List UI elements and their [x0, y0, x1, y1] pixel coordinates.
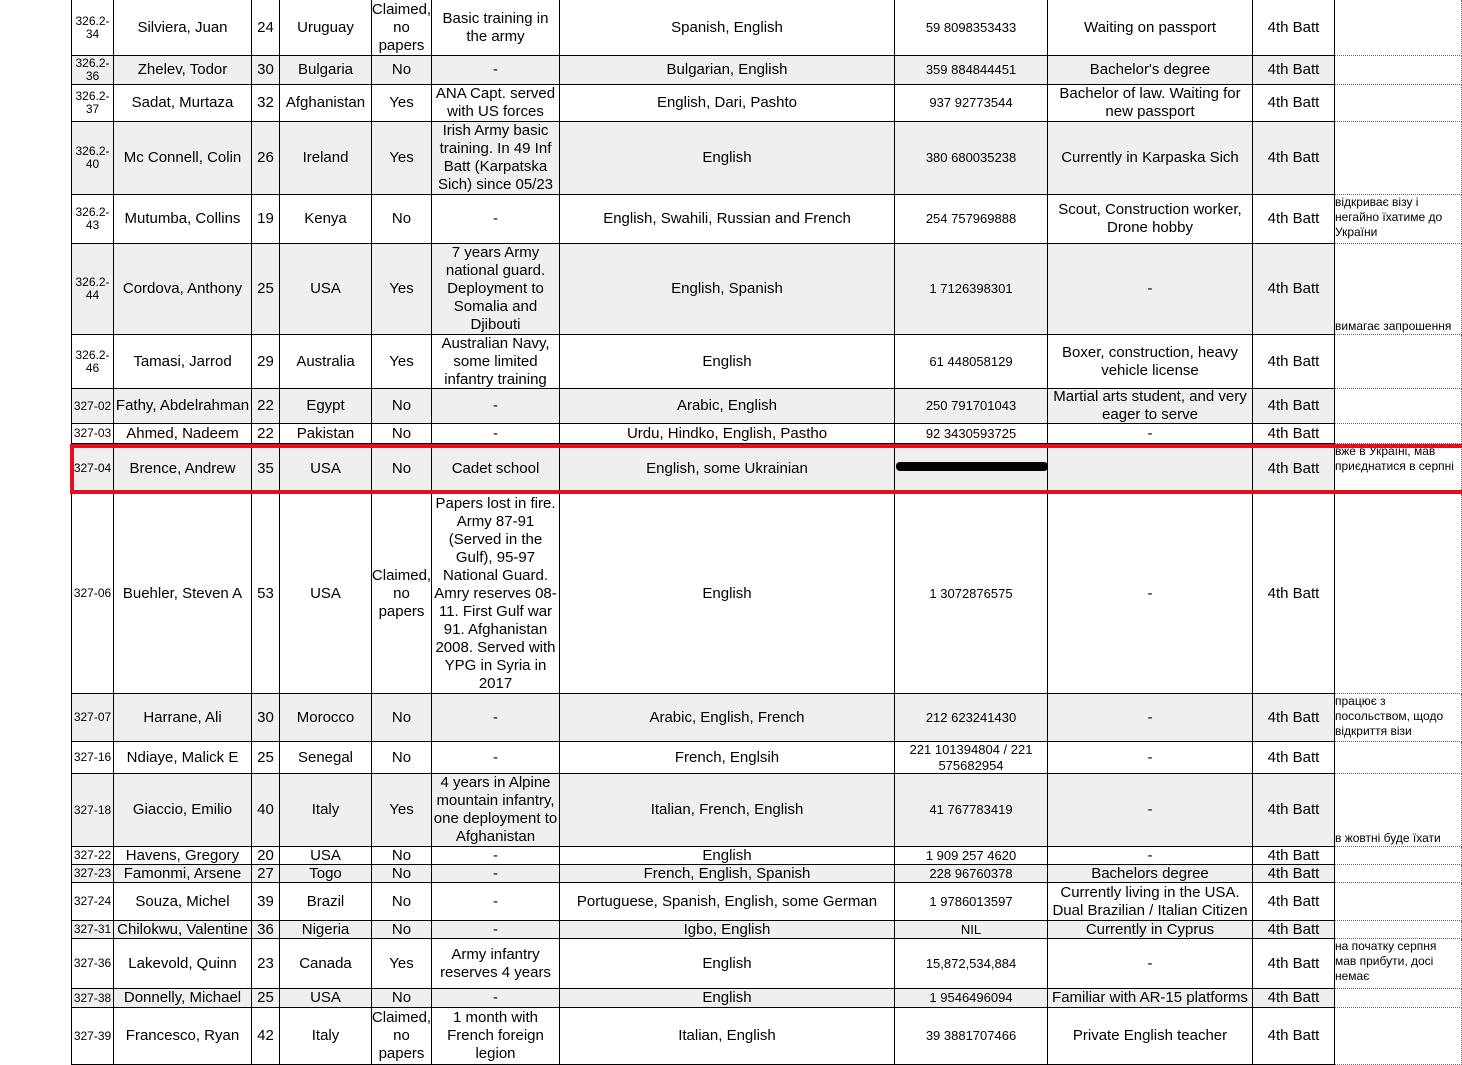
cell-served: Claimed, no papers [372, 0, 432, 56]
table-row [0, 424, 1462, 444]
cell-name: Giaccio, Emilio [114, 774, 252, 847]
cell-name: Mutumba, Collins [114, 195, 252, 244]
table-row [0, 444, 1462, 494]
cell-age: 36 [252, 921, 280, 939]
cell-age: 42 [252, 1008, 280, 1065]
cell-unit: 4th Batt [1253, 444, 1335, 494]
cell-languages: English [560, 939, 895, 989]
cell-unit: 4th Batt [1253, 0, 1335, 56]
cell-country: Senegal [280, 742, 372, 774]
cell-notes: - [1048, 774, 1253, 847]
cell-name: Ahmed, Nadeem [114, 424, 252, 444]
cell-comment [1335, 742, 1462, 774]
cell-age: 40 [252, 774, 280, 847]
cell-name: Souza, Michel [114, 883, 252, 921]
cell-age: 27 [252, 865, 280, 883]
cell-languages: Portuguese, Spanish, English, some German [560, 883, 895, 921]
cell-age: 30 [252, 694, 280, 742]
cell-comment [1335, 85, 1462, 122]
cell-name: Lakevold, Quinn [114, 939, 252, 989]
cell-phone: 254 757969888 [895, 195, 1048, 244]
cell-served: No [372, 444, 432, 494]
table-row [0, 694, 1462, 742]
cell-phone: 39 3881707466 [895, 1008, 1048, 1065]
cell-training: ANA Capt. served with US forces [432, 85, 560, 122]
cell-training: Basic training in the army [432, 0, 560, 56]
cell-notes: Currently living in the USA. Dual Brazilian / Italian Citizen [1048, 883, 1253, 921]
cell-training: Cadet school [432, 444, 560, 494]
cell-training: 1 month with French foreign legion [432, 1008, 560, 1065]
table-row [0, 122, 1462, 195]
cell-comment [1335, 989, 1462, 1008]
cell-languages: Spanish, English [560, 0, 895, 56]
cell-age: 20 [252, 847, 280, 865]
cell-phone: 937 92773544 [895, 85, 1048, 122]
cell-served: No [372, 195, 432, 244]
cell-training: Irish Army basic training. In 49 Inf Batt (Karpatska Sich) since 05/23 [432, 122, 560, 195]
cell-comment: працює з посольством, щодо відкриття візи [1335, 694, 1462, 742]
cell-phone: 61 448058129 [895, 335, 1048, 389]
table-row [0, 989, 1462, 1008]
cell-comment [1335, 335, 1462, 389]
cell-id: 326.2-36 [71, 56, 114, 85]
cell-training: Australian Navy, some limited infantry training [432, 335, 560, 389]
cell-age: 26 [252, 122, 280, 195]
cell-phone: 15,872,534,884 [895, 939, 1048, 989]
cell-country: Pakistan [280, 424, 372, 444]
cell-unit: 4th Batt [1253, 195, 1335, 244]
table-row [0, 85, 1462, 122]
cell-comment [1335, 921, 1462, 939]
cell-id: 327-31 [71, 921, 114, 939]
cell-languages: Italian, French, English [560, 774, 895, 847]
cell-id: 327-04 [71, 444, 114, 494]
cell-country: Ireland [280, 122, 372, 195]
table-row [0, 865, 1462, 883]
cell-unit: 4th Batt [1253, 989, 1335, 1008]
cell-comment [1335, 122, 1462, 195]
cell-comment: вже в Україні, мав приєднатися в серпні [1335, 444, 1462, 494]
cell-notes: Martial arts student, and very eager to serve [1048, 389, 1253, 424]
cell-name: Tamasi, Jarrod [114, 335, 252, 389]
cell-training: - [432, 883, 560, 921]
cell-served: Yes [372, 774, 432, 847]
cell-languages: English, some Ukrainian [560, 444, 895, 494]
cell-unit: 4th Batt [1253, 85, 1335, 122]
cell-training: Army infantry reserves 4 years [432, 939, 560, 989]
table-row [0, 1008, 1462, 1065]
cell-country: Canada [280, 939, 372, 989]
cell-languages: English [560, 122, 895, 195]
cell-phone: 380 680035238 [895, 122, 1048, 195]
cell-comment [1335, 883, 1462, 921]
cell-age: 53 [252, 494, 280, 694]
cell-age: 32 [252, 85, 280, 122]
cell-phone: NIL [895, 921, 1048, 939]
cell-name: Zhelev, Todor [114, 56, 252, 85]
cell-notes: - [1048, 494, 1253, 694]
cell-phone: 1 909 257 4620 [895, 847, 1048, 865]
cell-id: 326.2-34 [71, 0, 114, 56]
cell-name: Mc Connell, Colin [114, 122, 252, 195]
cell-phone: 1 3072876575 [895, 494, 1048, 694]
table-row [0, 195, 1462, 244]
cell-id: 327-39 [71, 1008, 114, 1065]
cell-notes: Familiar with AR-15 platforms [1048, 989, 1253, 1008]
cell-id: 326.2-40 [71, 122, 114, 195]
cell-name: Cordova, Anthony [114, 244, 252, 335]
cell-training: - [432, 694, 560, 742]
cell-name: Fathy, Abdelrahman [114, 389, 252, 424]
cell-served: Yes [372, 244, 432, 335]
cell-unit: 4th Batt [1253, 921, 1335, 939]
cell-id: 326.2-44 [71, 244, 114, 335]
cell-country: Togo [280, 865, 372, 883]
cell-languages: English [560, 335, 895, 389]
cell-age: 25 [252, 244, 280, 335]
cell-id: 326.2-43 [71, 195, 114, 244]
cell-country: USA [280, 847, 372, 865]
cell-country: Morocco [280, 694, 372, 742]
cell-country: Brazil [280, 883, 372, 921]
cell-served: No [372, 989, 432, 1008]
table-row [0, 847, 1462, 865]
cell-phone: 221 101394804 / 221 575682954 [895, 742, 1048, 774]
cell-training: 7 years Army national guard. Deployment to Somalia and Djibouti [432, 244, 560, 335]
cell-notes: - [1048, 742, 1253, 774]
cell-comment [1335, 389, 1462, 424]
cell-id: 326.2-37 [71, 85, 114, 122]
cell-notes: Waiting on passport [1048, 0, 1253, 56]
cell-served: No [372, 847, 432, 865]
cell-country: Australia [280, 335, 372, 389]
cell-served: No [372, 742, 432, 774]
cell-id: 327-02 [71, 389, 114, 424]
cell-unit: 4th Batt [1253, 883, 1335, 921]
cell-name: Donnelly, Michael [114, 989, 252, 1008]
cell-name: Chilokwu, Valentine [114, 921, 252, 939]
cell-unit: 4th Batt [1253, 742, 1335, 774]
table-row [0, 389, 1462, 424]
cell-phone: 359 884844451 [895, 56, 1048, 85]
cell-served: No [372, 883, 432, 921]
cell-languages: French, English, Spanish [560, 865, 895, 883]
cell-training: - [432, 847, 560, 865]
cell-notes: - [1048, 939, 1253, 989]
cell-notes: Scout, Construction worker, Drone hobby [1048, 195, 1253, 244]
cell-served: No [372, 56, 432, 85]
cell-id: 327-36 [71, 939, 114, 989]
cell-training: - [432, 56, 560, 85]
cell-languages: French, Englsih [560, 742, 895, 774]
table-row [0, 921, 1462, 939]
cell-training: - [432, 742, 560, 774]
cell-phone: 228 96760378 [895, 865, 1048, 883]
cell-age: 29 [252, 335, 280, 389]
cell-comment [1335, 56, 1462, 85]
cell-languages: Italian, English [560, 1008, 895, 1065]
cell-age: 19 [252, 195, 280, 244]
table-row [0, 0, 1462, 56]
cell-notes: Bachelors degree [1048, 865, 1253, 883]
cell-comment: на початку серпня мав прибути, досі немає [1335, 939, 1462, 989]
cell-training: Papers lost in fire. Army 87-91 (Served in the Gulf), 95-97 National Guard. Amry reserves 08-11. First Gulf war 91. Afghanistan 2008. Served with YPG in Syria in 2017 [432, 494, 560, 694]
cell-unit: 4th Batt [1253, 1008, 1335, 1065]
cell-phone: 41 767783419 [895, 774, 1048, 847]
cell-phone: 250 791701043 [895, 389, 1048, 424]
cell-unit: 4th Batt [1253, 494, 1335, 694]
cell-notes: Currently in Cyprus [1048, 921, 1253, 939]
cell-languages: English [560, 494, 895, 694]
cell-comment [1335, 1008, 1462, 1065]
cell-country: USA [280, 444, 372, 494]
cell-languages: English, Dari, Pashto [560, 85, 895, 122]
redacted-email-strike [896, 462, 1048, 471]
cell-name: Ndiaye, Malick E [114, 742, 252, 774]
cell-id: 327-03 [71, 424, 114, 444]
cell-country: Egypt [280, 389, 372, 424]
cell-training: - [432, 989, 560, 1008]
cell-unit: 4th Batt [1253, 244, 1335, 335]
cell-served: Claimed, no papers [372, 494, 432, 694]
table-row [0, 939, 1462, 989]
cell-comment [1335, 0, 1462, 56]
cell-unit: 4th Batt [1253, 56, 1335, 85]
cell-notes: Bachelor's degree [1048, 56, 1253, 85]
cell-languages: Bulgarian, English [560, 56, 895, 85]
cell-name: Silviera, Juan [114, 0, 252, 56]
table-row [0, 883, 1462, 921]
cell-age: 39 [252, 883, 280, 921]
cell-phone: 1 7126398301 [895, 244, 1048, 335]
cell-notes [1048, 444, 1253, 494]
table-row [0, 742, 1462, 774]
cell-id: 327-07 [71, 694, 114, 742]
cell-phone: 59 8098353433 [895, 0, 1048, 56]
cell-languages: English, Spanish [560, 244, 895, 335]
cell-languages: Arabic, English [560, 389, 895, 424]
cell-languages: Igbo, English [560, 921, 895, 939]
table-row [0, 335, 1462, 389]
cell-unit: 4th Batt [1253, 865, 1335, 883]
cell-age: 25 [252, 742, 280, 774]
cell-training: - [432, 921, 560, 939]
cell-unit: 4th Batt [1253, 424, 1335, 444]
cell-notes: - [1048, 694, 1253, 742]
cell-age: 25 [252, 989, 280, 1008]
cell-training: - [432, 389, 560, 424]
cell-name: Sadat, Murtaza [114, 85, 252, 122]
cell-unit: 4th Batt [1253, 694, 1335, 742]
cell-languages: Arabic, English, French [560, 694, 895, 742]
cell-comment [1335, 494, 1462, 694]
cell-served: No [372, 389, 432, 424]
cell-name: Harrane, Ali [114, 694, 252, 742]
cell-languages: English [560, 989, 895, 1008]
cell-served: Yes [372, 335, 432, 389]
cell-phone: 212 623241430 [895, 694, 1048, 742]
cell-id: 327-16 [71, 742, 114, 774]
cell-name: Brence, Andrew [114, 444, 252, 494]
cell-country: Afghanistan [280, 85, 372, 122]
cell-served: Yes [372, 85, 432, 122]
cell-age: 35 [252, 444, 280, 494]
cell-age: 22 [252, 389, 280, 424]
cell-served: Yes [372, 939, 432, 989]
cell-unit: 4th Batt [1253, 389, 1335, 424]
table-row [0, 244, 1462, 335]
cell-unit: 4th Batt [1253, 774, 1335, 847]
cell-country: Kenya [280, 195, 372, 244]
cell-comment: відкриває візу і негайно їхатиме до України [1335, 195, 1462, 244]
cell-notes: - [1048, 847, 1253, 865]
table-row [0, 774, 1462, 847]
cell-country: Nigeria [280, 921, 372, 939]
cell-id: 327-06 [71, 494, 114, 694]
cell-training: - [432, 195, 560, 244]
cell-country: USA [280, 989, 372, 1008]
cell-training: - [432, 865, 560, 883]
cell-id: 327-18 [71, 774, 114, 847]
cell-notes: Private English teacher [1048, 1008, 1253, 1065]
cell-notes: Boxer, construction, heavy vehicle license [1048, 335, 1253, 389]
cell-served: No [372, 865, 432, 883]
cell-served: No [372, 424, 432, 444]
cell-notes: Currently in Karpaska Sich [1048, 122, 1253, 195]
cell-id: 327-22 [71, 847, 114, 865]
cell-languages: English [560, 847, 895, 865]
cell-comment: в жовтні буде їхати [1335, 774, 1462, 847]
cell-id: 326.2-46 [71, 335, 114, 389]
cell-notes: - [1048, 424, 1253, 444]
cell-comment [1335, 424, 1462, 444]
cell-served: Claimed, no papers [372, 1008, 432, 1065]
cell-languages: English, Swahili, Russian and French [560, 195, 895, 244]
cell-country: Italy [280, 1008, 372, 1065]
cell-served: No [372, 921, 432, 939]
cell-comment [1335, 865, 1462, 883]
cell-phone: 92 3430593725 [895, 424, 1048, 444]
cell-unit: 4th Batt [1253, 335, 1335, 389]
table-row [0, 56, 1462, 85]
cell-comment: вимагає запрошення [1335, 244, 1462, 335]
cell-name: Famonmi, Arsene [114, 865, 252, 883]
cell-age: 24 [252, 0, 280, 56]
cell-id: 327-24 [71, 883, 114, 921]
cell-country: Italy [280, 774, 372, 847]
cell-age: 22 [252, 424, 280, 444]
cell-country: USA [280, 494, 372, 694]
cell-name: Francesco, Ryan [114, 1008, 252, 1065]
cell-age: 30 [252, 56, 280, 85]
table-row [0, 494, 1462, 694]
cell-notes: Bachelor of law. Waiting for new passport [1048, 85, 1253, 122]
cell-country: Bulgaria [280, 56, 372, 85]
cell-comment [1335, 847, 1462, 865]
cell-notes: - [1048, 244, 1253, 335]
cell-served: No [372, 694, 432, 742]
cell-name: Havens, Gregory [114, 847, 252, 865]
cell-languages: Urdu, Hindko, English, Pastho [560, 424, 895, 444]
cell-id: 327-23 [71, 865, 114, 883]
cell-unit: 4th Batt [1253, 939, 1335, 989]
cell-unit: 4th Batt [1253, 122, 1335, 195]
cell-name: Buehler, Steven A [114, 494, 252, 694]
cell-served: Yes [372, 122, 432, 195]
cell-id: 327-38 [71, 989, 114, 1008]
cell-unit: 4th Batt [1253, 847, 1335, 865]
cell-country: USA [280, 244, 372, 335]
cell-phone: 1 9786013597 [895, 883, 1048, 921]
cell-phone: 1 9546496094 [895, 989, 1048, 1008]
cell-training: 4 years in Alpine mountain infantry, one deployment to Afghanistan [432, 774, 560, 847]
cell-training: - [432, 424, 560, 444]
cell-age: 23 [252, 939, 280, 989]
cell-country: Uruguay [280, 0, 372, 56]
